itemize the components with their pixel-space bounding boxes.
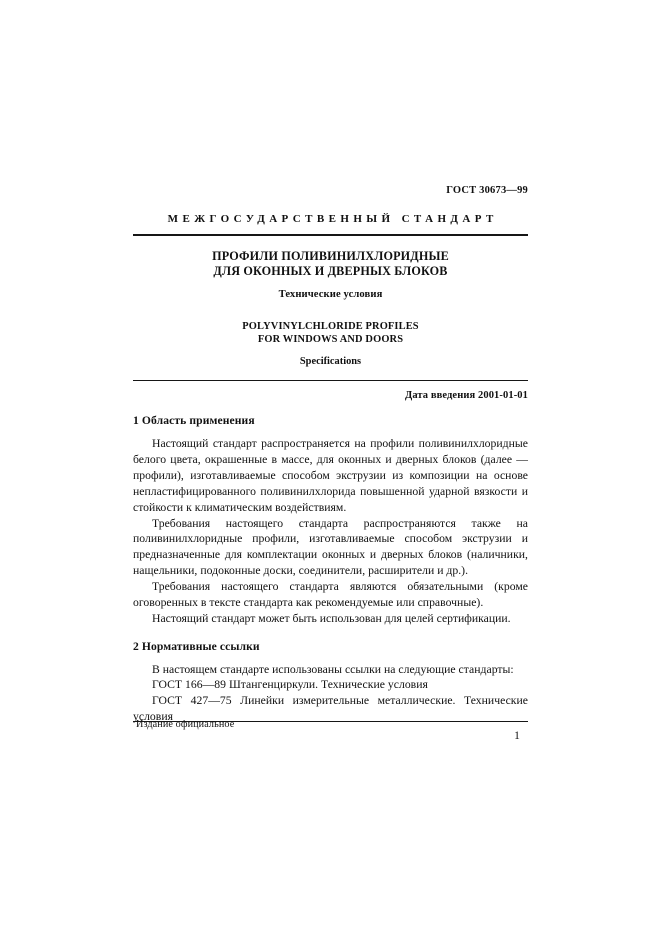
normative-reference-item: ГОСТ 427—75 Линейки измерительные металлические. Технические условия	[133, 694, 528, 724]
section-heading-1: 1 Область применения	[133, 414, 255, 428]
section-1-paragraph-2: Требования настоящего стандарта распространяются также на поливинилхлоридные профили, изготавливаемые способом экструзии и предназначенные для комплектации оконных и дверных блоков (наличники, нащельники, подоконные доски, соединители, расширители и др.).	[133, 516, 528, 578]
introduction-date: Дата введения 2001-01-01	[405, 390, 528, 402]
title-block	[133, 236, 528, 381]
section-1-paragraph-1: Настоящий стандарт распространяется на профили поливинилхлоридные белого цвета, окрашенные в массе, для оконных и дверных блоков (далее — профили), изготавливаемые способом экструзии из композиции на основе непластифицированного поливинилхлорида повышенной ударной вязкости и стойкости к климатическим воздействиям.	[133, 437, 528, 514]
normative-reference-item: ГОСТ 166—89 Штангенциркули. Технические условия	[152, 678, 428, 692]
interstate-standard-label: МЕЖГОСУДАРСТВЕННЫЙ СТАНДАРТ	[167, 212, 498, 225]
title-russian	[133, 249, 528, 279]
section-1-paragraph-3: Требования настоящего стандарта являются обязательными (кроме оговоренных в тексте стандарта как рекомендуемые или справочные).	[133, 579, 528, 609]
section-heading-2: 2 Нормативные ссылки	[133, 639, 260, 653]
header-rule-bottom	[133, 380, 528, 381]
page-number: 1	[514, 730, 520, 742]
page-content	[133, 185, 528, 725]
subtitle-english: Specifications	[299, 356, 362, 368]
subtitle-russian: Технические условия	[278, 289, 383, 301]
normative-reference-list	[133, 677, 528, 725]
title-russian-line1: ПРОФИЛИ ПОЛИВИНИЛХЛОРИДНЫЕ	[212, 248, 449, 263]
standard-code: ГОСТ 30673—99	[446, 185, 528, 196]
title-block-spacer	[133, 367, 528, 380]
title-english-line2: FOR WINDOWS AND DOORS	[257, 334, 404, 346]
title-english	[133, 320, 528, 346]
title-russian-line2: ДЛЯ ОКОННЫХ И ДВЕРНЫХ БЛОКОВ	[213, 263, 448, 278]
official-edition-note: Издание официальное	[136, 719, 235, 730]
section-1-paragraph-4: Настоящий стандарт может быть использован для целей сертификации.	[152, 611, 511, 625]
section-2-paragraph-1: В настоящем стандарте использованы ссылки на следующие стандарты:	[152, 662, 514, 676]
title-english-line1: POLYVINYLCHLORIDE PROFILES	[242, 321, 419, 333]
